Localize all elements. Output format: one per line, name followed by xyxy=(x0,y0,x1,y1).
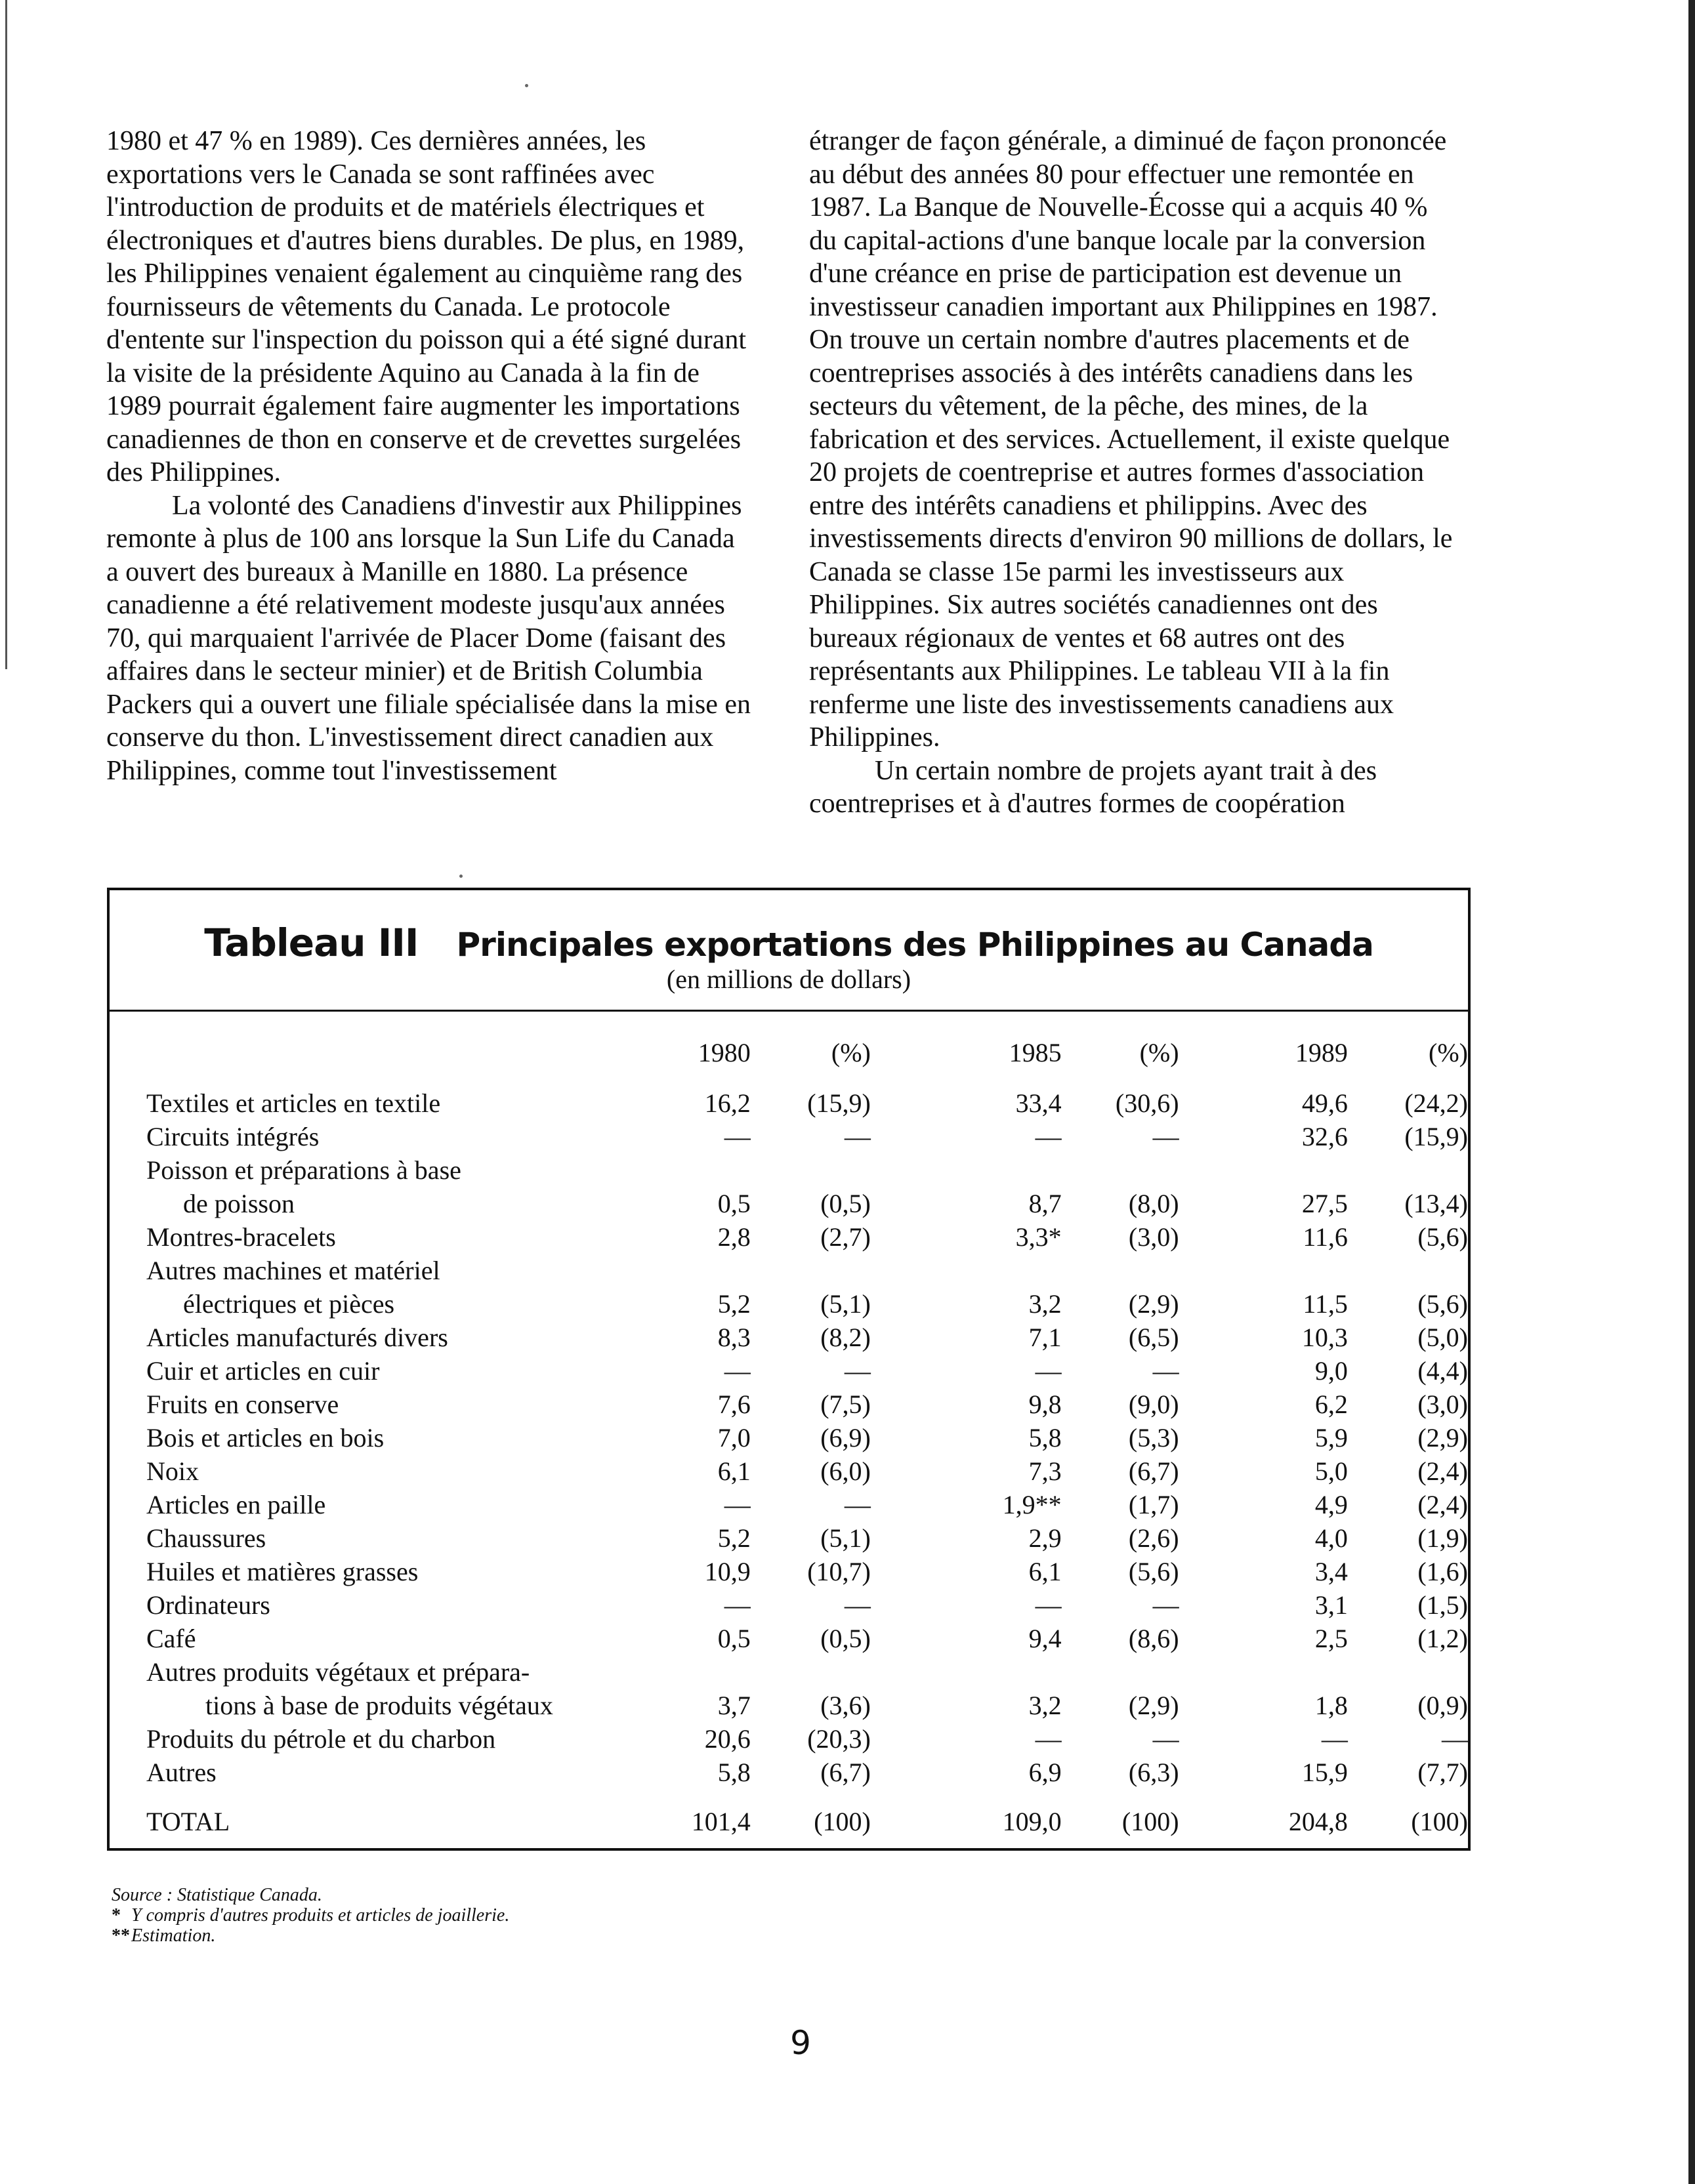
total-cell: (100) xyxy=(1411,1807,1468,1836)
row-label xyxy=(146,1354,690,1388)
table-cell: 3,1 xyxy=(1314,1590,1348,1620)
table-cell: 5,2 xyxy=(717,1523,751,1553)
row-label xyxy=(146,1153,690,1187)
table-cell: 1,9** xyxy=(1002,1490,1062,1519)
paragraph: Un certain nombre de projets ayant trait à des coentreprises et à d'autres formes de coopération xyxy=(809,755,1377,819)
table-row xyxy=(146,1722,1468,1756)
row-label xyxy=(146,1689,690,1722)
total-cell: 204,8 xyxy=(1288,1807,1348,1836)
table-cell: (6,0) xyxy=(820,1456,871,1486)
column-header: (%) xyxy=(831,1038,871,1067)
table-cell: (2,7) xyxy=(820,1222,871,1252)
table-cell: — xyxy=(1035,1724,1062,1754)
page-number: 9 xyxy=(790,2024,811,2062)
table-row xyxy=(146,1321,1468,1354)
row-label xyxy=(146,1655,690,1689)
row-label-text: Huiles et matières grasses xyxy=(146,1557,419,1586)
footnote xyxy=(112,1905,509,1926)
table-cell: (6,5) xyxy=(1128,1323,1179,1352)
table-row xyxy=(146,1756,1468,1789)
row-label-text: de poisson xyxy=(183,1189,295,1218)
page-edge-right xyxy=(1688,0,1695,2184)
row-label xyxy=(146,1521,690,1555)
table-cell: 20,6 xyxy=(704,1724,751,1754)
table-cell: 0,5 xyxy=(717,1624,751,1653)
row-label-text: tions à base de produits végétaux xyxy=(205,1691,553,1720)
table-cell: (2,6) xyxy=(1128,1523,1179,1553)
table-cell: — xyxy=(1035,1590,1062,1620)
table-cell: (8,6) xyxy=(1128,1624,1179,1653)
column-header-row xyxy=(146,1036,1468,1086)
table-cell xyxy=(1348,1153,1468,1187)
table-cell xyxy=(1179,1153,1348,1187)
row-label-text: Articles manufacturés divers xyxy=(146,1323,448,1352)
table-cell: 5,0 xyxy=(1314,1456,1348,1486)
table-cell: — xyxy=(724,1490,751,1519)
table-cell: (2,4) xyxy=(1417,1456,1468,1486)
table-cell: 0,5 xyxy=(717,1189,751,1218)
table-cell: 27,5 xyxy=(1301,1189,1348,1218)
table-cell: (5,1) xyxy=(820,1523,871,1553)
exports-table xyxy=(107,888,1471,1851)
paragraph: La volonté des Canadiens d'investir aux Philippines remonte à plus de 100 ans lorsque la Sun Life du Canada a ouvert des bureaux à Manille en 1880. La présence canadienne a été relativement modeste jusqu'aux années 70, qui marquaient l'arrivée de Placer Dome (faisant des affaires dans le secteur minier) et de British Columbia Packers qui a ouvert une filiale spécialisée dans la mise en conserve du thon. L'investissement direct canadien aux Philippines, comme tout l'investissement xyxy=(106,490,751,786)
table-row xyxy=(146,1287,1468,1321)
table-title xyxy=(110,920,1468,965)
footnote-text: Estimation. xyxy=(131,1926,216,1946)
table-cell: (15,9) xyxy=(1404,1122,1468,1151)
table-cell: (2,9) xyxy=(1128,1289,1179,1319)
table-cell: 2,9 xyxy=(1028,1523,1062,1553)
table-cell: (1,2) xyxy=(1417,1624,1468,1653)
table-cell: 6,1 xyxy=(717,1456,751,1486)
table-cell: 15,9 xyxy=(1301,1758,1348,1787)
row-label-text: Produits du pétrole et du charbon xyxy=(146,1724,496,1754)
table-cell xyxy=(1062,1153,1179,1187)
table-cell: — xyxy=(724,1356,751,1386)
table-cell: — xyxy=(1321,1724,1348,1754)
table-cell: (7,5) xyxy=(820,1390,871,1419)
table-cell: (0,5) xyxy=(820,1189,871,1218)
table-cell: (20,3) xyxy=(807,1724,871,1754)
table-cell: 10,9 xyxy=(704,1557,751,1586)
table-cell: — xyxy=(1442,1724,1468,1754)
table-cell: 3,7 xyxy=(717,1691,751,1720)
table-cell: 7,3 xyxy=(1028,1456,1062,1486)
footnote xyxy=(112,1926,509,1946)
speck xyxy=(525,84,528,87)
table-cell: (1,5) xyxy=(1417,1590,1468,1620)
table-cell: 2,5 xyxy=(1314,1624,1348,1653)
table-cell: (0,9) xyxy=(1417,1691,1468,1720)
table-cell: (8,0) xyxy=(1128,1189,1179,1218)
table-cell: 8,3 xyxy=(717,1323,751,1352)
table-cell: — xyxy=(844,1590,871,1620)
table-cell xyxy=(751,1655,871,1689)
table-cell: (2,9) xyxy=(1128,1691,1179,1720)
row-label-text: Bois et articles en bois xyxy=(146,1423,385,1453)
row-label-text: Cuir et articles en cuir xyxy=(146,1356,380,1386)
table-cell xyxy=(1062,1655,1179,1689)
table-cell: (8,2) xyxy=(820,1323,871,1352)
column-header: 1980 xyxy=(698,1038,751,1067)
row-label xyxy=(146,1287,690,1321)
table-cell: (1,9) xyxy=(1417,1523,1468,1553)
table-row xyxy=(146,1388,1468,1421)
table-row xyxy=(146,1354,1468,1388)
table-cell: 10,3 xyxy=(1301,1323,1348,1352)
table-cell: — xyxy=(1152,1356,1179,1386)
table-cell: (1,6) xyxy=(1417,1557,1468,1586)
table-row xyxy=(146,1421,1468,1454)
row-label-text: Fruits en conserve xyxy=(146,1390,339,1419)
table-row xyxy=(146,1655,1468,1689)
table-cell: 32,6 xyxy=(1301,1122,1348,1151)
table-cell: 2,8 xyxy=(717,1222,751,1252)
table-cell: (6,9) xyxy=(820,1423,871,1453)
table-cell xyxy=(690,1655,751,1689)
table-cell: — xyxy=(1035,1356,1062,1386)
table-cell: 5,2 xyxy=(717,1289,751,1319)
row-label-text: Café xyxy=(146,1624,196,1653)
speck xyxy=(459,875,463,878)
table-cell: 16,2 xyxy=(704,1088,751,1118)
table-cell: 11,6 xyxy=(1303,1222,1348,1252)
table-cell: 3,4 xyxy=(1314,1557,1348,1586)
table-cell xyxy=(1179,1254,1348,1287)
table-cell xyxy=(690,1153,751,1187)
table-cell xyxy=(1062,1254,1179,1287)
table-cell: (24,2) xyxy=(1404,1088,1468,1118)
table-cell: (5,3) xyxy=(1128,1423,1179,1453)
source-note: Source : Statistique Canada. xyxy=(112,1885,322,1905)
table-cell: 9,8 xyxy=(1028,1390,1062,1419)
left-text-column xyxy=(106,125,753,787)
table-cell: 6,2 xyxy=(1314,1390,1348,1419)
row-label xyxy=(146,1220,690,1254)
table-cell xyxy=(751,1254,871,1287)
table-cell: 3,2 xyxy=(1028,1691,1062,1720)
row-label xyxy=(146,1187,690,1220)
table-row xyxy=(146,1254,1468,1287)
table-cell: 7,1 xyxy=(1028,1323,1062,1352)
footnote-mark: * xyxy=(112,1905,121,1926)
table-cell: 1,8 xyxy=(1314,1691,1348,1720)
table-row xyxy=(146,1689,1468,1722)
row-label-text: Textiles et articles en textile xyxy=(146,1088,441,1118)
column-header: (%) xyxy=(1429,1038,1468,1067)
row-label xyxy=(146,1421,690,1454)
row-label xyxy=(146,1120,690,1153)
row-label xyxy=(146,1756,690,1789)
row-label-text: Autres machines et matériel xyxy=(146,1256,440,1285)
table-cell: 5,8 xyxy=(717,1758,751,1787)
table-cell: — xyxy=(844,1356,871,1386)
row-label xyxy=(146,1321,690,1354)
table-cell: — xyxy=(1152,1122,1179,1151)
total-cell: 109,0 xyxy=(1002,1807,1062,1836)
table-row xyxy=(146,1488,1468,1521)
table-cell: (13,4) xyxy=(1404,1189,1468,1218)
table-cell: 3,3* xyxy=(1015,1222,1062,1252)
table-cell xyxy=(1348,1254,1468,1287)
row-label xyxy=(146,1086,690,1120)
table-cell: (2,9) xyxy=(1417,1423,1468,1453)
table-cell: (15,9) xyxy=(807,1088,871,1118)
row-label-text: électriques et pièces xyxy=(183,1289,395,1319)
table-cell: (1,7) xyxy=(1128,1490,1179,1519)
table-cell xyxy=(871,1153,1062,1187)
table-cell: (5,1) xyxy=(820,1289,871,1319)
row-label-text: Chaussures xyxy=(146,1523,266,1553)
row-label xyxy=(146,1388,690,1421)
table-cell: (3,6) xyxy=(820,1691,871,1720)
table-cell xyxy=(871,1655,1062,1689)
table-notes xyxy=(112,1885,509,1946)
table-subtitle: (en millions de dollars) xyxy=(666,964,911,994)
table-cell: 5,9 xyxy=(1314,1423,1348,1453)
table-row xyxy=(146,1588,1468,1622)
data-table xyxy=(146,1036,1468,1838)
row-label-text: Poisson et préparations à base xyxy=(146,1155,461,1185)
table-cell: — xyxy=(724,1122,751,1151)
table-cell: (9,0) xyxy=(1128,1390,1179,1419)
table-cell: (30,6) xyxy=(1115,1088,1179,1118)
table-cell: 11,5 xyxy=(1303,1289,1348,1319)
table-cell: (4,4) xyxy=(1417,1356,1468,1386)
row-label-text: Noix xyxy=(146,1456,199,1486)
row-label xyxy=(146,1622,690,1655)
table-cell xyxy=(1348,1655,1468,1689)
table-row xyxy=(146,1454,1468,1488)
table-cell xyxy=(751,1153,871,1187)
row-label-text: Ordinateurs xyxy=(146,1590,270,1620)
table-cell xyxy=(1179,1655,1348,1689)
total-cell: (100) xyxy=(814,1807,871,1836)
footnote-text: Y compris d'autres produits et articles de joaillerie. xyxy=(131,1905,510,1926)
row-label xyxy=(146,1454,690,1488)
table-row xyxy=(146,1086,1468,1120)
table-label: Tableau III xyxy=(204,920,419,965)
table-cell: (3,0) xyxy=(1417,1390,1468,1419)
table-cell: — xyxy=(1152,1590,1179,1620)
table-cell: 33,4 xyxy=(1015,1088,1062,1118)
table-cell: 4,9 xyxy=(1314,1490,1348,1519)
table-cell: 6,1 xyxy=(1028,1557,1062,1586)
row-label-text: Montres-bracelets xyxy=(146,1222,336,1252)
total-label: TOTAL xyxy=(146,1807,230,1836)
table-row xyxy=(146,1521,1468,1555)
table-cell: 49,6 xyxy=(1301,1088,1348,1118)
column-header: (%) xyxy=(1139,1038,1179,1067)
table-cell: 7,6 xyxy=(717,1390,751,1419)
table-cell: (0,5) xyxy=(820,1624,871,1653)
table-row xyxy=(146,1153,1468,1187)
table-cell: (6,7) xyxy=(1128,1456,1179,1486)
total-cell: 101,4 xyxy=(691,1807,751,1836)
row-label xyxy=(146,1722,690,1756)
table-cell: (5,0) xyxy=(1417,1323,1468,1352)
table-cell xyxy=(690,1254,751,1287)
row-label-text: Autres produits végétaux et prépara- xyxy=(146,1657,530,1687)
total-cell: (100) xyxy=(1121,1807,1179,1836)
table-cell: (5,6) xyxy=(1417,1222,1468,1252)
table-cell: — xyxy=(1035,1122,1062,1151)
paragraph: étranger de façon générale, a diminué de façon prononcée au début des années 80 pour effectuer une remontée en 1987. La Banque de Nouvelle-Écosse qui a acquis 40 % du capital-actions d'une banque locale par la conversion d'une créance en prise de participation est devenue un investisseur canadien important aux Philippines en 1987. On trouve un certain nombre d'autres placements et de coentreprises associés à des intérêts canadiens dans les secteurs du vêtement, de la pêche, des mines, de la fabrication et des services. Actuellement, il existe quelque 20 projets de coentreprise et autres formes d'association entre des intérêts canadiens et philippins. Avec des investissements directs d'environ 90 millions de dollars, le Canada se classe 15e parmi les investisseurs aux Philippines. Six autres sociétés canadiennes ont des bureaux régionaux de ventes et 68 autres ont des représentants aux Philippines. Le tableau VII à la fin renferme une liste des investissements canadiens aux Philippines. xyxy=(809,126,1453,752)
table-cell: 4,0 xyxy=(1314,1523,1348,1553)
table-row xyxy=(146,1220,1468,1254)
table-title-text: Principales exportations des Philippines au Canada xyxy=(456,926,1373,964)
table-cell: (5,6) xyxy=(1417,1289,1468,1319)
row-label xyxy=(146,1254,690,1287)
row-label xyxy=(146,1555,690,1588)
table-cell: — xyxy=(724,1590,751,1620)
table-cell: 6,9 xyxy=(1028,1758,1062,1787)
table-cell: 3,2 xyxy=(1028,1289,1062,1319)
footnote-mark: ** xyxy=(112,1926,130,1946)
table-cell: (2,4) xyxy=(1417,1490,1468,1519)
table-row xyxy=(146,1622,1468,1655)
row-label-text: Autres xyxy=(146,1758,217,1787)
row-label xyxy=(146,1588,690,1622)
row-label-text: Articles en paille xyxy=(146,1490,326,1519)
table-cell xyxy=(871,1254,1062,1287)
table-cell: 9,4 xyxy=(1028,1624,1062,1653)
table-cell: (5,6) xyxy=(1128,1557,1179,1586)
table-cell: (3,0) xyxy=(1128,1222,1179,1252)
table-row xyxy=(146,1187,1468,1220)
table-cell: — xyxy=(844,1490,871,1519)
row-label-text: Circuits intégrés xyxy=(146,1122,320,1151)
table-cell: — xyxy=(1152,1724,1179,1754)
table-cell: (10,7) xyxy=(807,1557,871,1586)
table-cell: (6,7) xyxy=(820,1758,871,1787)
table-cell: 5,8 xyxy=(1028,1423,1062,1453)
table-cell: 9,0 xyxy=(1314,1356,1348,1386)
table-body xyxy=(146,1086,1468,1789)
table-row xyxy=(146,1555,1468,1588)
table-cell: 8,7 xyxy=(1028,1189,1062,1218)
table-cell: 7,0 xyxy=(717,1423,751,1453)
table-header xyxy=(110,890,1468,1012)
table-cell: (6,3) xyxy=(1128,1758,1179,1787)
table-row xyxy=(146,1120,1468,1153)
table-cell: — xyxy=(844,1122,871,1151)
column-header: 1989 xyxy=(1295,1038,1348,1067)
table-cell: (7,7) xyxy=(1417,1758,1468,1787)
page-edge-left xyxy=(5,0,7,669)
paragraph: 1980 et 47 % en 1989). Ces dernières années, les exportations vers le Canada se sont raffinées avec l'introduction de produits et de matériels électriques et électroniques et d'autres biens durables. De plus, en 1989, les Philippines venaient également au cinquième rang des fournisseurs de vêtements du Canada. Le protocole d'entente sur l'inspection du poisson qui a été signé durant la visite de la présidente Aquino au Canada à la fin de 1989 pourrait également faire augmenter les importations canadiennes de thon en conserve et de crevettes surgelées des Philippines. xyxy=(106,126,747,487)
row-label xyxy=(146,1488,690,1521)
column-header: 1985 xyxy=(1009,1038,1062,1067)
right-text-column xyxy=(809,125,1455,821)
total-row xyxy=(146,1789,1468,1838)
